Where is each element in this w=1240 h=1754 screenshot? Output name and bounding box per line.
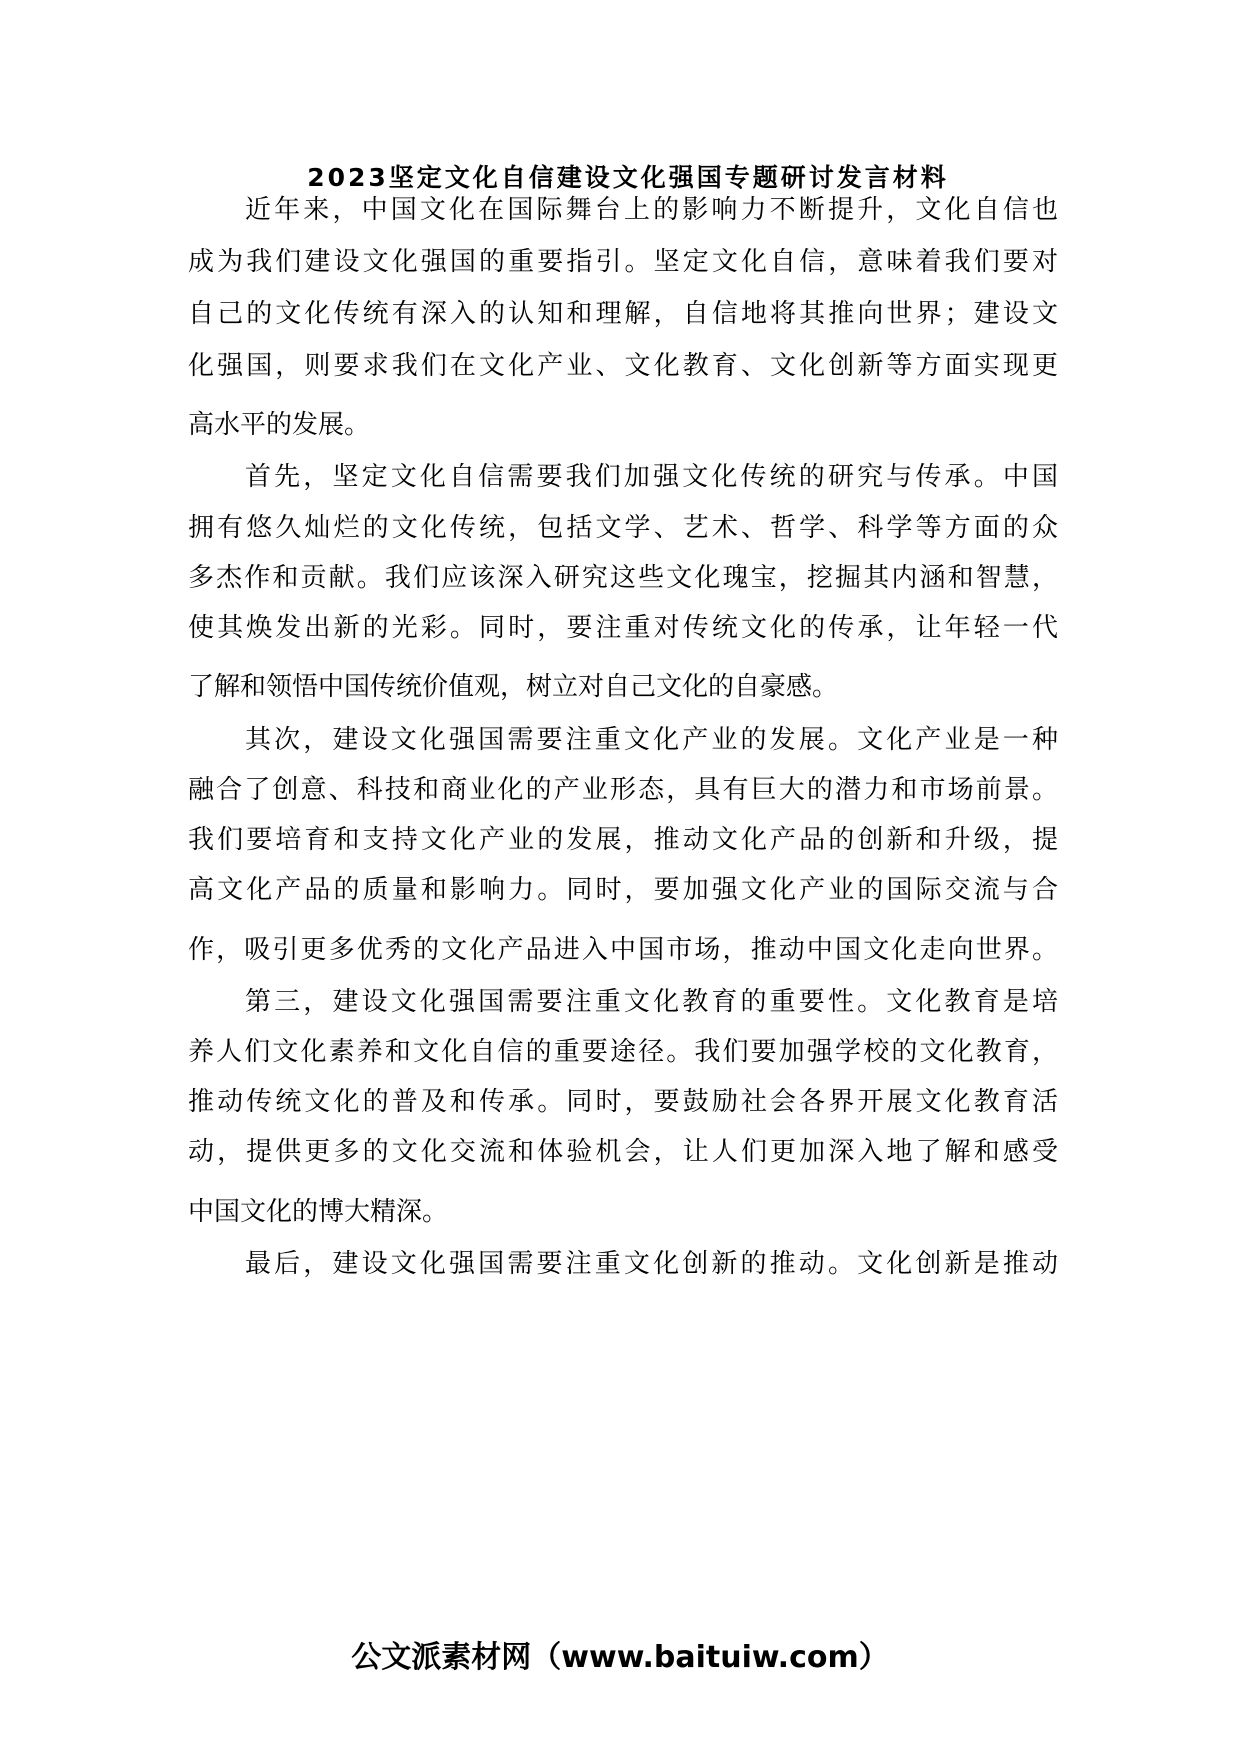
paragraph-4-line-1: 第三，建设文化强国需要注重文化教育的重要性。文化教育是培 [245, 987, 1058, 1017]
paragraph-2-line-5: 了解和领悟中国传统价值观，树立对自己文化的自豪感。 [188, 672, 839, 702]
paragraph-1-line-1: 近年来，中国文化在国际舞台上的影响力不断提升，文化自信也 [245, 195, 1058, 225]
paragraph-3-line-2: 融合了创意、科技和商业化的产业形态，具有巨大的潜力和市场前景。 [188, 775, 1058, 805]
paragraph-1-line-3: 自己的文化传统有深入的认知和理解，自信地将其推向世界；建设文 [188, 299, 1058, 329]
paragraph-1-line-4: 化强国，则要求我们在文化产业、文化教育、文化创新等方面实现更 [188, 351, 1058, 381]
document-title: 2023坚定文化自信建设文化强国专题研讨发言材料 [307, 163, 949, 192]
footer-watermark: 公文派素材网（www.baituiw.com） [351, 1640, 889, 1675]
paragraph-4-line-2: 养人们文化素养和文化自信的重要途径。我们要加强学校的文化教育， [188, 1037, 1058, 1067]
paragraph-3-line-1: 其次，建设文化强国需要注重文化产业的发展。文化产业是一种 [245, 725, 1058, 755]
paragraph-3-line-3: 我们要培育和支持文化产业的发展，推动文化产品的创新和升级，提 [188, 825, 1058, 855]
paragraph-2-line-2: 拥有悠久灿烂的文化传统，包括文学、艺术、哲学、科学等方面的众 [188, 513, 1058, 543]
paragraph-3-line-5: 作，吸引更多优秀的文化产品进入中国市场，推动中国文化走向世界。 [188, 935, 1058, 965]
paragraph-2-line-1: 首先，坚定文化自信需要我们加强文化传统的研究与传承。中国 [245, 462, 1058, 492]
paragraph-4-line-5: 中国文化的博大精深。 [188, 1197, 449, 1227]
paragraph-2-line-4: 使其焕发出新的光彩。同时，要注重对传统文化的传承，让年轻一代 [188, 613, 1058, 643]
paragraph-4-line-3: 推动传统文化的普及和传承。同时，要鼓励社会各界开展文化教育活 [188, 1087, 1058, 1117]
paragraph-2-line-3: 多杰作和贡献。我们应该深入研究这些文化瑰宝，挖掘其内涵和智慧， [188, 563, 1058, 593]
paragraph-4-line-4: 动，提供更多的文化交流和体验机会，让人们更加深入地了解和感受 [188, 1137, 1058, 1167]
paragraph-3-line-4: 高文化产品的质量和影响力。同时，要加强文化产业的国际交流与合 [188, 875, 1058, 905]
paragraph-5-line-1: 最后，建设文化强国需要注重文化创新的推动。文化创新是推动 [245, 1249, 1058, 1279]
paragraph-1-line-2: 成为我们建设文化强国的重要指引。坚定文化自信，意味着我们要对 [188, 247, 1058, 277]
paragraph-1-line-5: 高水平的发展。 [188, 410, 371, 440]
